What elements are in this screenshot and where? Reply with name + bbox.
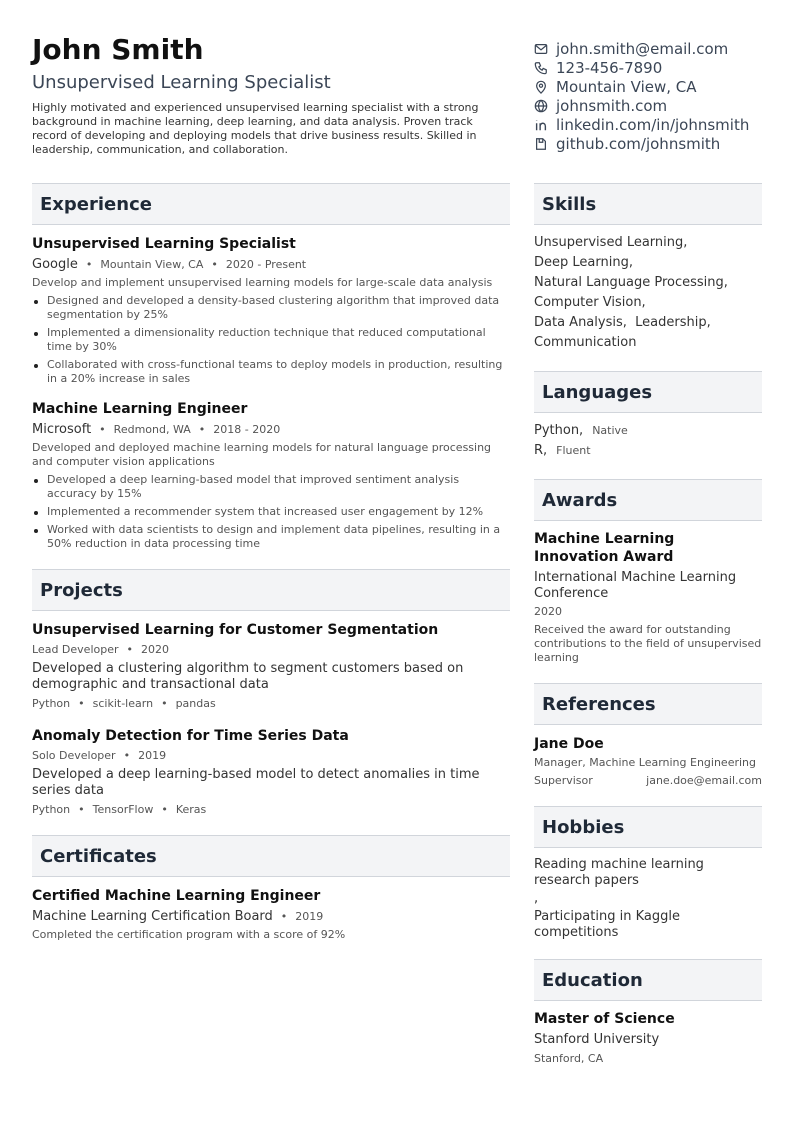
tech-item: Keras (175, 803, 207, 816)
certificate-entry (32, 887, 510, 942)
award-year: 2020 (534, 605, 562, 618)
tech-item: Python (32, 697, 71, 710)
tech-item: TensorFlow (92, 803, 154, 816)
job-company: Microsoft (32, 422, 92, 437)
separator-dot: • (198, 423, 206, 436)
certificates-section (32, 835, 510, 942)
project-role: Solo Developer (32, 749, 116, 762)
awards-section (534, 479, 762, 665)
contact-website[interactable] (534, 96, 784, 115)
project-meta (32, 642, 510, 657)
project-title: Unsupervised Learning for Customer Segmentation (32, 622, 439, 638)
certificate-issuer: Machine Learning Certification Board (32, 909, 273, 924)
mail-icon (534, 42, 548, 56)
skill-line: Computer Vision, (534, 295, 646, 310)
contact-list (534, 39, 784, 153)
languages-list (534, 421, 762, 461)
certificates-heading: Certificates (32, 835, 510, 877)
project-title: Anomaly Detection for Time Series Data (32, 728, 349, 744)
contact-github[interactable] (534, 134, 784, 153)
languages-heading: Languages (534, 371, 762, 413)
project-tech (32, 696, 510, 711)
job-location: Mountain View, CA (100, 258, 204, 271)
job-bullet: Collaborated with cross-functional teams to deploy models in production, resulting in a 20% increase in sales (32, 358, 510, 386)
job-entry (32, 400, 510, 551)
contact-linkedin[interactable] (534, 115, 784, 134)
hobby-item: Participating in Kaggle competitions (534, 909, 680, 940)
job-bullets (32, 294, 510, 386)
education-heading: Education (534, 959, 762, 1001)
skill-line: Natural Language Processing, (534, 275, 728, 290)
job-location: Redmond, WA (113, 423, 191, 436)
contact-phone[interactable] (534, 58, 784, 77)
skill-line: Data Analysis, Leadership, (534, 315, 711, 330)
job-description: Developed and deployed machine learning models for natural language processing and computer vision applications (32, 441, 492, 468)
separator-dot: • (161, 697, 168, 710)
contact-phone-text: 123-456-7890 (556, 58, 663, 77)
reference-details (534, 774, 762, 788)
separator-dot: • (78, 697, 85, 710)
reference-relation: Supervisor (534, 774, 593, 787)
job-description: Develop and implement unsupervised learning models for large-scale data analysis (32, 276, 493, 289)
job-dates: 2020 - Present (225, 258, 307, 271)
projects-heading: Projects (32, 569, 510, 611)
certificate-meta (32, 909, 510, 924)
contact-linkedin-text: linkedin.com/in/johnsmith (556, 115, 750, 134)
awards-heading: Awards (534, 479, 762, 521)
left-column (32, 183, 510, 960)
skill-line: Unsupervised Learning, (534, 235, 688, 250)
separator-dot: • (85, 258, 93, 271)
award-org: International Machine Learning Conference (534, 570, 737, 601)
project-entry (32, 727, 510, 817)
project-year: 2019 (138, 749, 167, 762)
project-year: 2020 (141, 643, 169, 656)
job-meta (32, 422, 510, 437)
language-item (534, 441, 762, 461)
tech-item: Python (32, 803, 71, 816)
skills-heading: Skills (534, 183, 762, 225)
job-bullet: Designed and developed a density-based clustering algorithm that improved data segmentation by 25% (32, 294, 510, 322)
contact-location (534, 77, 784, 96)
job-title: Unsupervised Learning Specialist (32, 236, 296, 252)
separator-dot: • (126, 643, 133, 656)
award-description: Received the award for outstanding contributions to the field of unsupervised learning (534, 623, 762, 664)
job-bullet: Implemented a recommender system that increased user engagement by 12% (32, 505, 510, 519)
location-pin-icon (534, 80, 548, 94)
reference-email[interactable]: jane.doe@email.com (646, 774, 762, 787)
candidate-name: John Smith (32, 33, 204, 66)
reference-name: Jane Doe (534, 736, 604, 752)
project-tech (32, 802, 510, 817)
right-column (534, 183, 762, 1084)
github-icon (534, 137, 548, 151)
hobbies-section (534, 806, 762, 941)
contact-website-text: johnsmith.com (556, 96, 668, 115)
certificate-description: Completed the certification program with a score of 92% (32, 928, 346, 941)
skills-section (534, 183, 762, 353)
separator-dot: • (99, 423, 106, 436)
project-description: Developed a deep learning-based model to detect anomalies in time series data (32, 767, 480, 798)
reference-entry (534, 735, 762, 788)
certificate-year: 2019 (295, 910, 324, 923)
tech-item: pandas (175, 697, 216, 710)
separator-dot: • (211, 258, 218, 271)
hobbies-list (534, 857, 762, 941)
phone-icon (534, 61, 548, 75)
education-location: Stanford, CA (534, 1052, 604, 1065)
globe-icon (534, 99, 548, 113)
job-title: Machine Learning Engineer (32, 401, 248, 417)
education-degree: Master of Science (534, 1011, 675, 1027)
award-entry (534, 530, 762, 665)
job-dates: 2018 - 2020 (213, 423, 281, 436)
hobbies-heading: Hobbies (534, 806, 762, 848)
languages-section (534, 371, 762, 461)
job-bullet: Developed a deep learning-based model that improved sentiment analysis accuracy by 15% (32, 473, 510, 501)
job-bullets (32, 473, 510, 551)
linkedin-icon (534, 118, 548, 132)
job-bullet: Implemented a dimensionality reduction technique that reduced computational time by 30% (32, 326, 510, 354)
skill-line: Communication (534, 335, 637, 350)
tech-item: scikit-learn (92, 697, 154, 710)
reference-role: Manager, Machine Learning Engineering (534, 756, 757, 769)
separator-dot: • (280, 910, 288, 923)
language-name: Python, (534, 423, 584, 438)
language-item (534, 421, 762, 441)
separator-dot: • (161, 803, 168, 816)
job-company: Google (32, 257, 78, 272)
experience-section (32, 183, 510, 551)
language-name: R, (534, 443, 548, 458)
hobby-separator: , (534, 891, 539, 906)
hobby-item: Reading machine learning research papers (534, 857, 704, 888)
project-role: Lead Developer (32, 643, 119, 656)
summary: Highly motivated and experienced unsupervised learning specialist with a strong background in machine learning, deep learning, and data analysis. Proven track record of developing and deploying models that drive business results. Skilled in leadership, communication, and collaboration. (32, 101, 479, 156)
job-entry (32, 235, 510, 386)
job-meta (32, 257, 510, 272)
contact-github-text: github.com/johnsmith (556, 134, 721, 153)
projects-section (32, 569, 510, 817)
contact-email[interactable] (534, 39, 784, 58)
contact-location-text: Mountain View, CA (556, 77, 697, 96)
separator-dot: • (78, 803, 85, 816)
project-description: Developed a clustering algorithm to segment customers based on demographic and transactional data (32, 661, 464, 692)
education-section (534, 959, 762, 1066)
project-meta (32, 748, 510, 763)
education-school: Stanford University (534, 1032, 660, 1047)
header (32, 34, 502, 157)
separator-dot: • (123, 749, 131, 762)
candidate-title: Unsupervised Learning Specialist (32, 72, 331, 93)
contact-email-text: john.smith@email.com (556, 39, 729, 58)
references-section (534, 683, 762, 788)
language-level: Native (592, 424, 628, 437)
skills-list (534, 233, 762, 353)
certificate-title: Certified Machine Learning Engineer (32, 888, 321, 904)
references-heading: References (534, 683, 762, 725)
job-bullet: Worked with data scientists to design and implement data pipelines, resulting in a 50% reduction in data processing time (32, 523, 510, 551)
language-level: Fluent (556, 444, 591, 457)
award-title: Machine Learning Innovation Award (534, 531, 675, 565)
project-entry (32, 621, 510, 711)
experience-heading: Experience (32, 183, 510, 225)
education-entry (534, 1010, 762, 1066)
skill-line: Deep Learning, (534, 255, 633, 270)
